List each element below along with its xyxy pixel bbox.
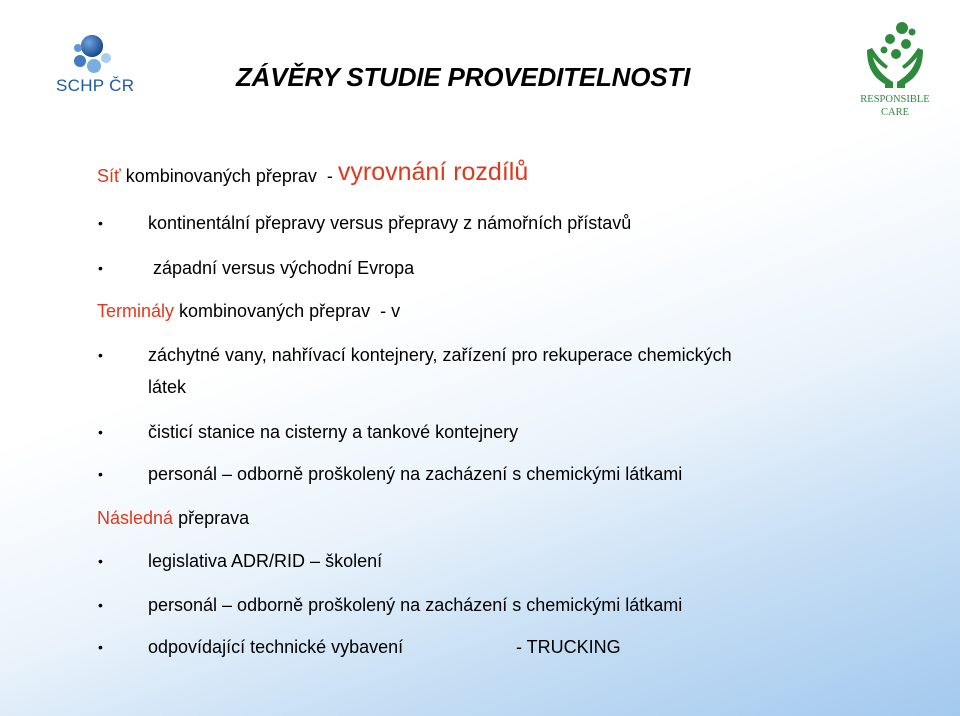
section-heading-3: Následná přeprava [97,508,250,528]
bullet-icon: • [98,553,103,569]
bullet-icon: • [98,639,103,655]
list-item-continuation: látek [148,377,187,397]
bullet-icon: • [98,215,103,231]
responsible-care-hands-icon [850,20,940,90]
schp-logo-text: SCHP ČR [56,76,135,95]
trucking-label: - TRUCKING [516,637,621,657]
bullet-icon: • [98,424,103,440]
section-heading-1: Síť kombinovaných přeprav - vyrovnání rozdílů [97,158,529,186]
schp-molecule-icon [50,30,142,76]
bullet-icon: • [98,347,103,363]
bullet-icon: • [98,597,103,613]
schp-logo [50,30,142,102]
page-title: ZÁVĚRY STUDIE PROVEDITELNOSTI [236,62,691,92]
slide: SCHP ČR RESPONSIBLE CARE ZÁVĚRY STUDIE PROVEDITELNOSTI Síť kombinovaných přeprav - vyrovnání rozdílů • kontinentální přepravy versus přepravy z námořních přístavů • západní versus východní Evropa Terminály kombinovaných přeprav - v • záchytné vany, nahřívací kontejnery, zařízení pro rekuperace chemických látek • čisticí stanice na cisterny a tankové kontejnery • personál – odborně proškolený na zacházení s chemickými látkami Následná přeprava • legislativa ADR/RID – školení • personál – odborně proškolený na zacházení s chemickými látkami • odpovídající technické vybavení - TRUCKING [0,0,960,716]
section-heading-2: Terminály kombinovaných přeprav - v [97,301,401,321]
responsible-care-logo [850,20,940,124]
bullet-icon: • [98,466,103,482]
responsible-care-text: RESPONSIBLE CARE [860,94,930,118]
bullet-icon: • [98,260,103,276]
